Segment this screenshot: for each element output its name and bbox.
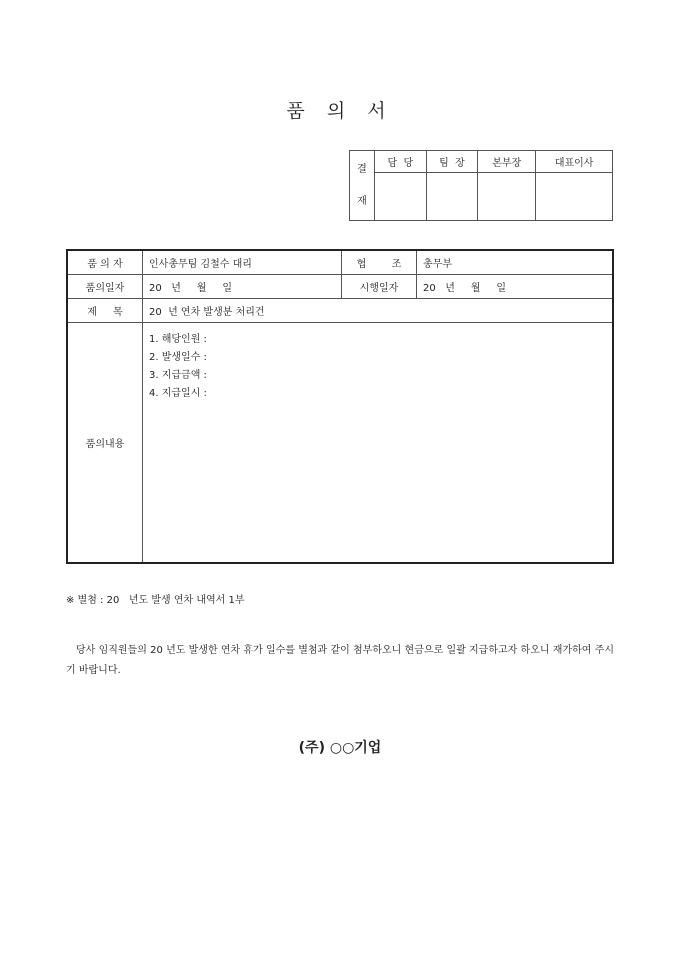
requester-label: 품 의 자 [67, 250, 143, 275]
document-title: 품 의 서 [286, 100, 394, 122]
approval-col-ceo: 대표이사 [536, 151, 613, 173]
approval-box [349, 150, 613, 221]
approval-side-label [350, 151, 375, 221]
content-item-pay-date: 4. 지급일시 : [149, 388, 207, 399]
requester-value: 인사총무팀 김철수 대리 [143, 250, 342, 275]
company-name: (주) ○○기업 [298, 740, 382, 756]
content-item-headcount: 1. 해당인원 : [149, 334, 207, 345]
approval-side-label-2: 재 [357, 195, 367, 207]
approval-sign-division-head[interactable] [478, 173, 536, 221]
approval-col-division-head: 본부장 [478, 151, 536, 173]
subject-value: 20 년 연차 발생분 처리건 [143, 299, 614, 323]
body-paragraph: 당사 임직원들의 20 년도 발생한 연차 휴가 일수를 별첨과 같이 첨부하오니 현금으로 일괄 지급하고자 하오니 재가하여 주시기 바랍니다. [66, 645, 614, 676]
content-label: 품의내용 [67, 323, 143, 564]
exec-date-label: 시행일자 [342, 275, 417, 299]
approval-side-label-1: 결 [357, 163, 367, 175]
approval-col-team-lead: 팀 장 [426, 151, 478, 173]
request-date-value: 20 년 월 일 [143, 275, 342, 299]
cooperation-value: 총무부 [417, 250, 614, 275]
cooperation-label: 협 조 [342, 250, 417, 275]
approval-sign-staff[interactable] [375, 173, 427, 221]
request-form-table [66, 249, 614, 564]
content-item-amount: 3. 지급금액 : [149, 370, 207, 381]
approval-col-staff: 담 당 [375, 151, 427, 173]
request-date-label: 품의일자 [67, 275, 143, 299]
attachment-note: ※ 별첨 : 20 년도 발생 연차 내역서 1부 [66, 595, 245, 606]
approval-sign-team-lead[interactable] [426, 173, 478, 221]
content-item-days: 2. 발생일수 : [149, 352, 207, 363]
approval-sign-ceo[interactable] [536, 173, 613, 221]
subject-label: 제 목 [67, 299, 143, 323]
exec-date-value: 20 년 월 일 [417, 275, 614, 299]
content-area [143, 323, 614, 564]
